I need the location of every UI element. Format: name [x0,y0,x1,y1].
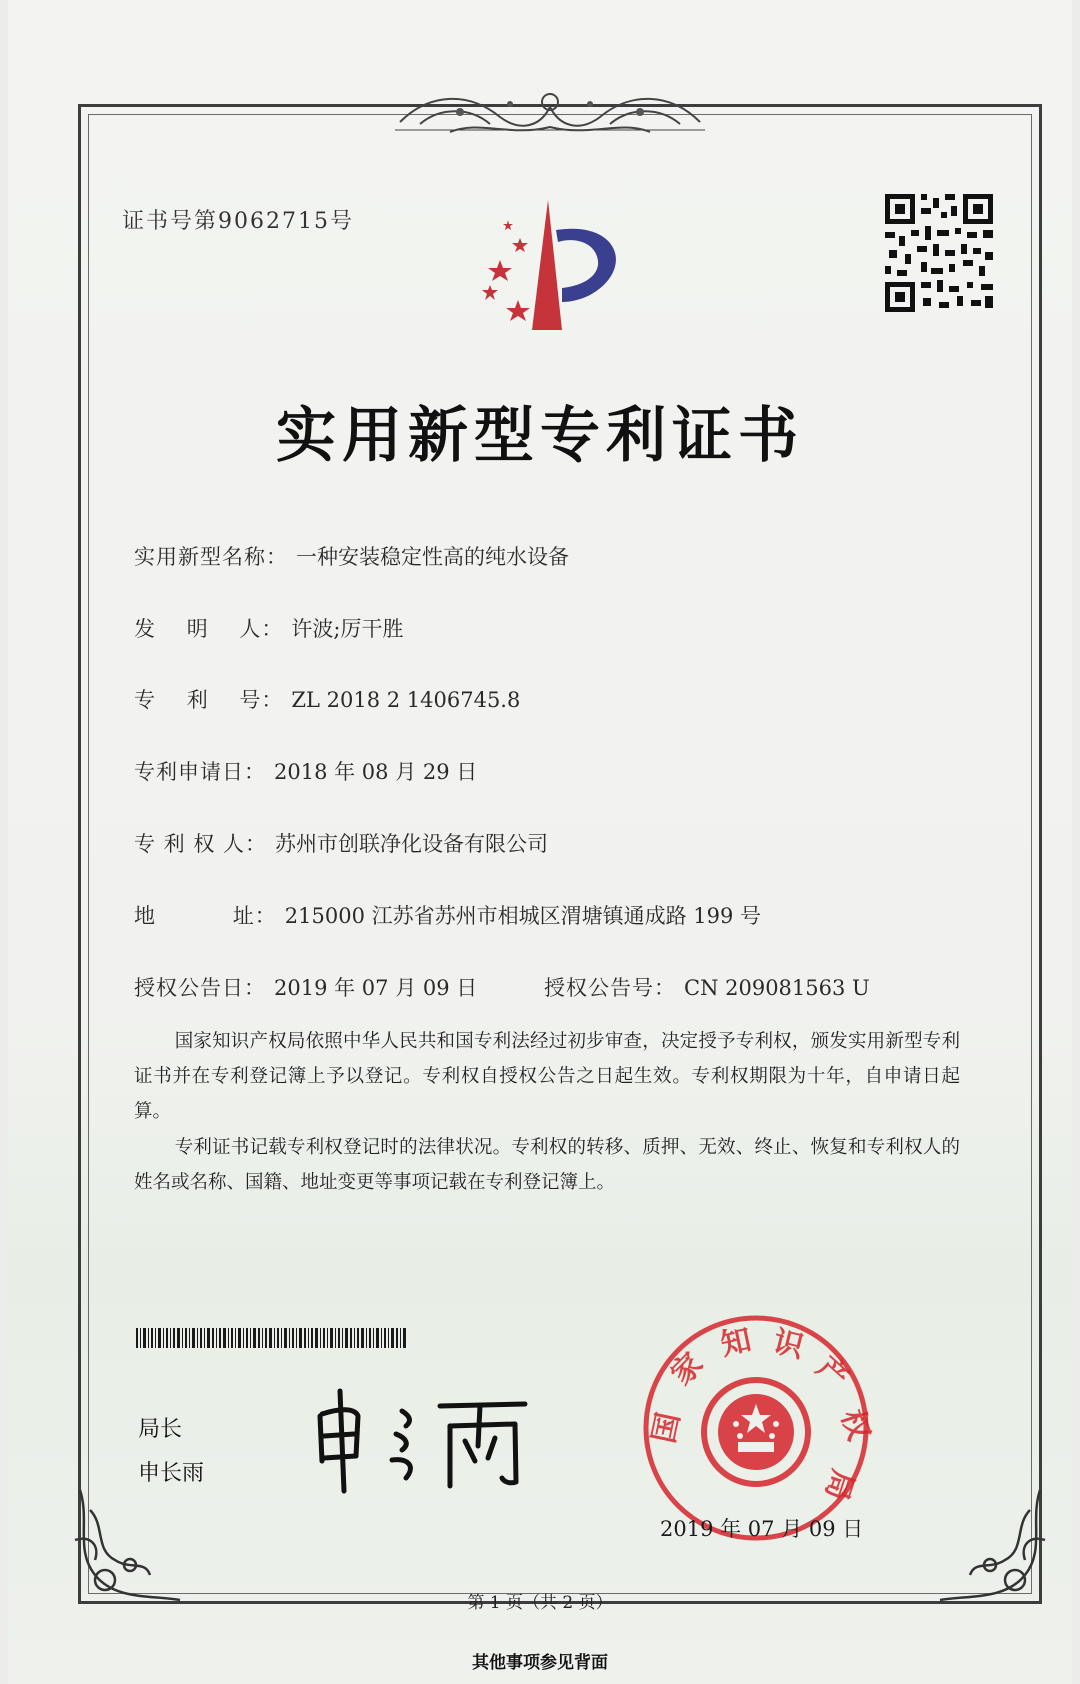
address-row [134,900,761,930]
inventor-row [134,613,403,643]
announcement-number-row [544,972,870,1002]
field-label: 实用新型名称： [134,545,288,569]
qr-code-icon [885,194,993,312]
official-seal [640,1312,877,1544]
field-value: CN 209081563 U [684,976,870,1000]
director-title: 局长 [138,1417,183,1442]
page-number: 第 1 页（共 2 页） [467,1593,613,1613]
barcode-icon [136,1328,408,1348]
svg-text:识: 识 [769,1324,808,1366]
svg-text:知: 知 [717,1322,755,1363]
announcement-date-row [134,972,477,1002]
certificate-number: 证书号第9062715号 [122,209,354,234]
director-signature [310,1386,540,1496]
field-label: 授权公告号： [544,976,676,1000]
patent-office-logo [470,190,640,340]
field-label: 专 利 号： [134,688,284,712]
field-label: 发 明 人： [134,617,284,641]
field-label: 专利申请日： [134,760,266,784]
svg-text:局: 局 [817,1465,861,1505]
field-value: 一种安装稳定性高的纯水设备 [296,545,569,569]
national-emblem-icon [704,1380,808,1484]
svg-text:国: 国 [646,1409,687,1447]
director-name: 申长雨 [138,1461,205,1486]
legal-paragraph-2: 专利证书记载专利权登记时的法律状况。专利权的转移、质押、无效、终止、恢复和专利权人的姓名或名称、国籍、地址变更等事项记载在专利登记簿上。 [134,1137,960,1193]
svg-text:权: 权 [833,1405,877,1445]
back-note: 其他事项参见背面 [472,1653,608,1673]
patentee-row [134,828,548,858]
field-value: 许波;厉干胜 [291,617,404,641]
field-value: 2019 年 07 月 09 日 [274,976,478,1000]
field-value: 215000 江苏省苏州市相城区渭塘镇通成路 199 号 [284,904,762,928]
svg-text:家: 家 [664,1346,711,1393]
field-label: 地 址： [134,904,277,928]
seal-date: 2019 年 07 月 09 日 [660,1517,864,1541]
field-label: 专 利 权 人： [134,832,268,856]
patent-number-row [134,684,520,714]
certificate-title: 实用新型专利证书 [276,401,804,471]
utility-model-name-row [134,541,569,571]
field-value: 2018 年 08 月 29 日 [274,760,478,784]
svg-text:产: 产 [809,1349,856,1396]
field-value: ZL 2018 2 1406745.8 [291,688,521,712]
field-label: 授权公告日： [134,976,266,1000]
top-ornament-icon [390,82,710,142]
field-value: 苏州市创联净化设备有限公司 [275,832,549,856]
application-date-row [134,756,477,786]
legal-paragraph-1: 国家知识产权局依照中华人民共和国专利法经过初步审查，决定授予专利权，颁发实用新型专利证书并在专利登记簿上予以登记。专利权自授权公告之日起生效。专利权期限为十年，自申请日起算。 [134,1031,960,1122]
